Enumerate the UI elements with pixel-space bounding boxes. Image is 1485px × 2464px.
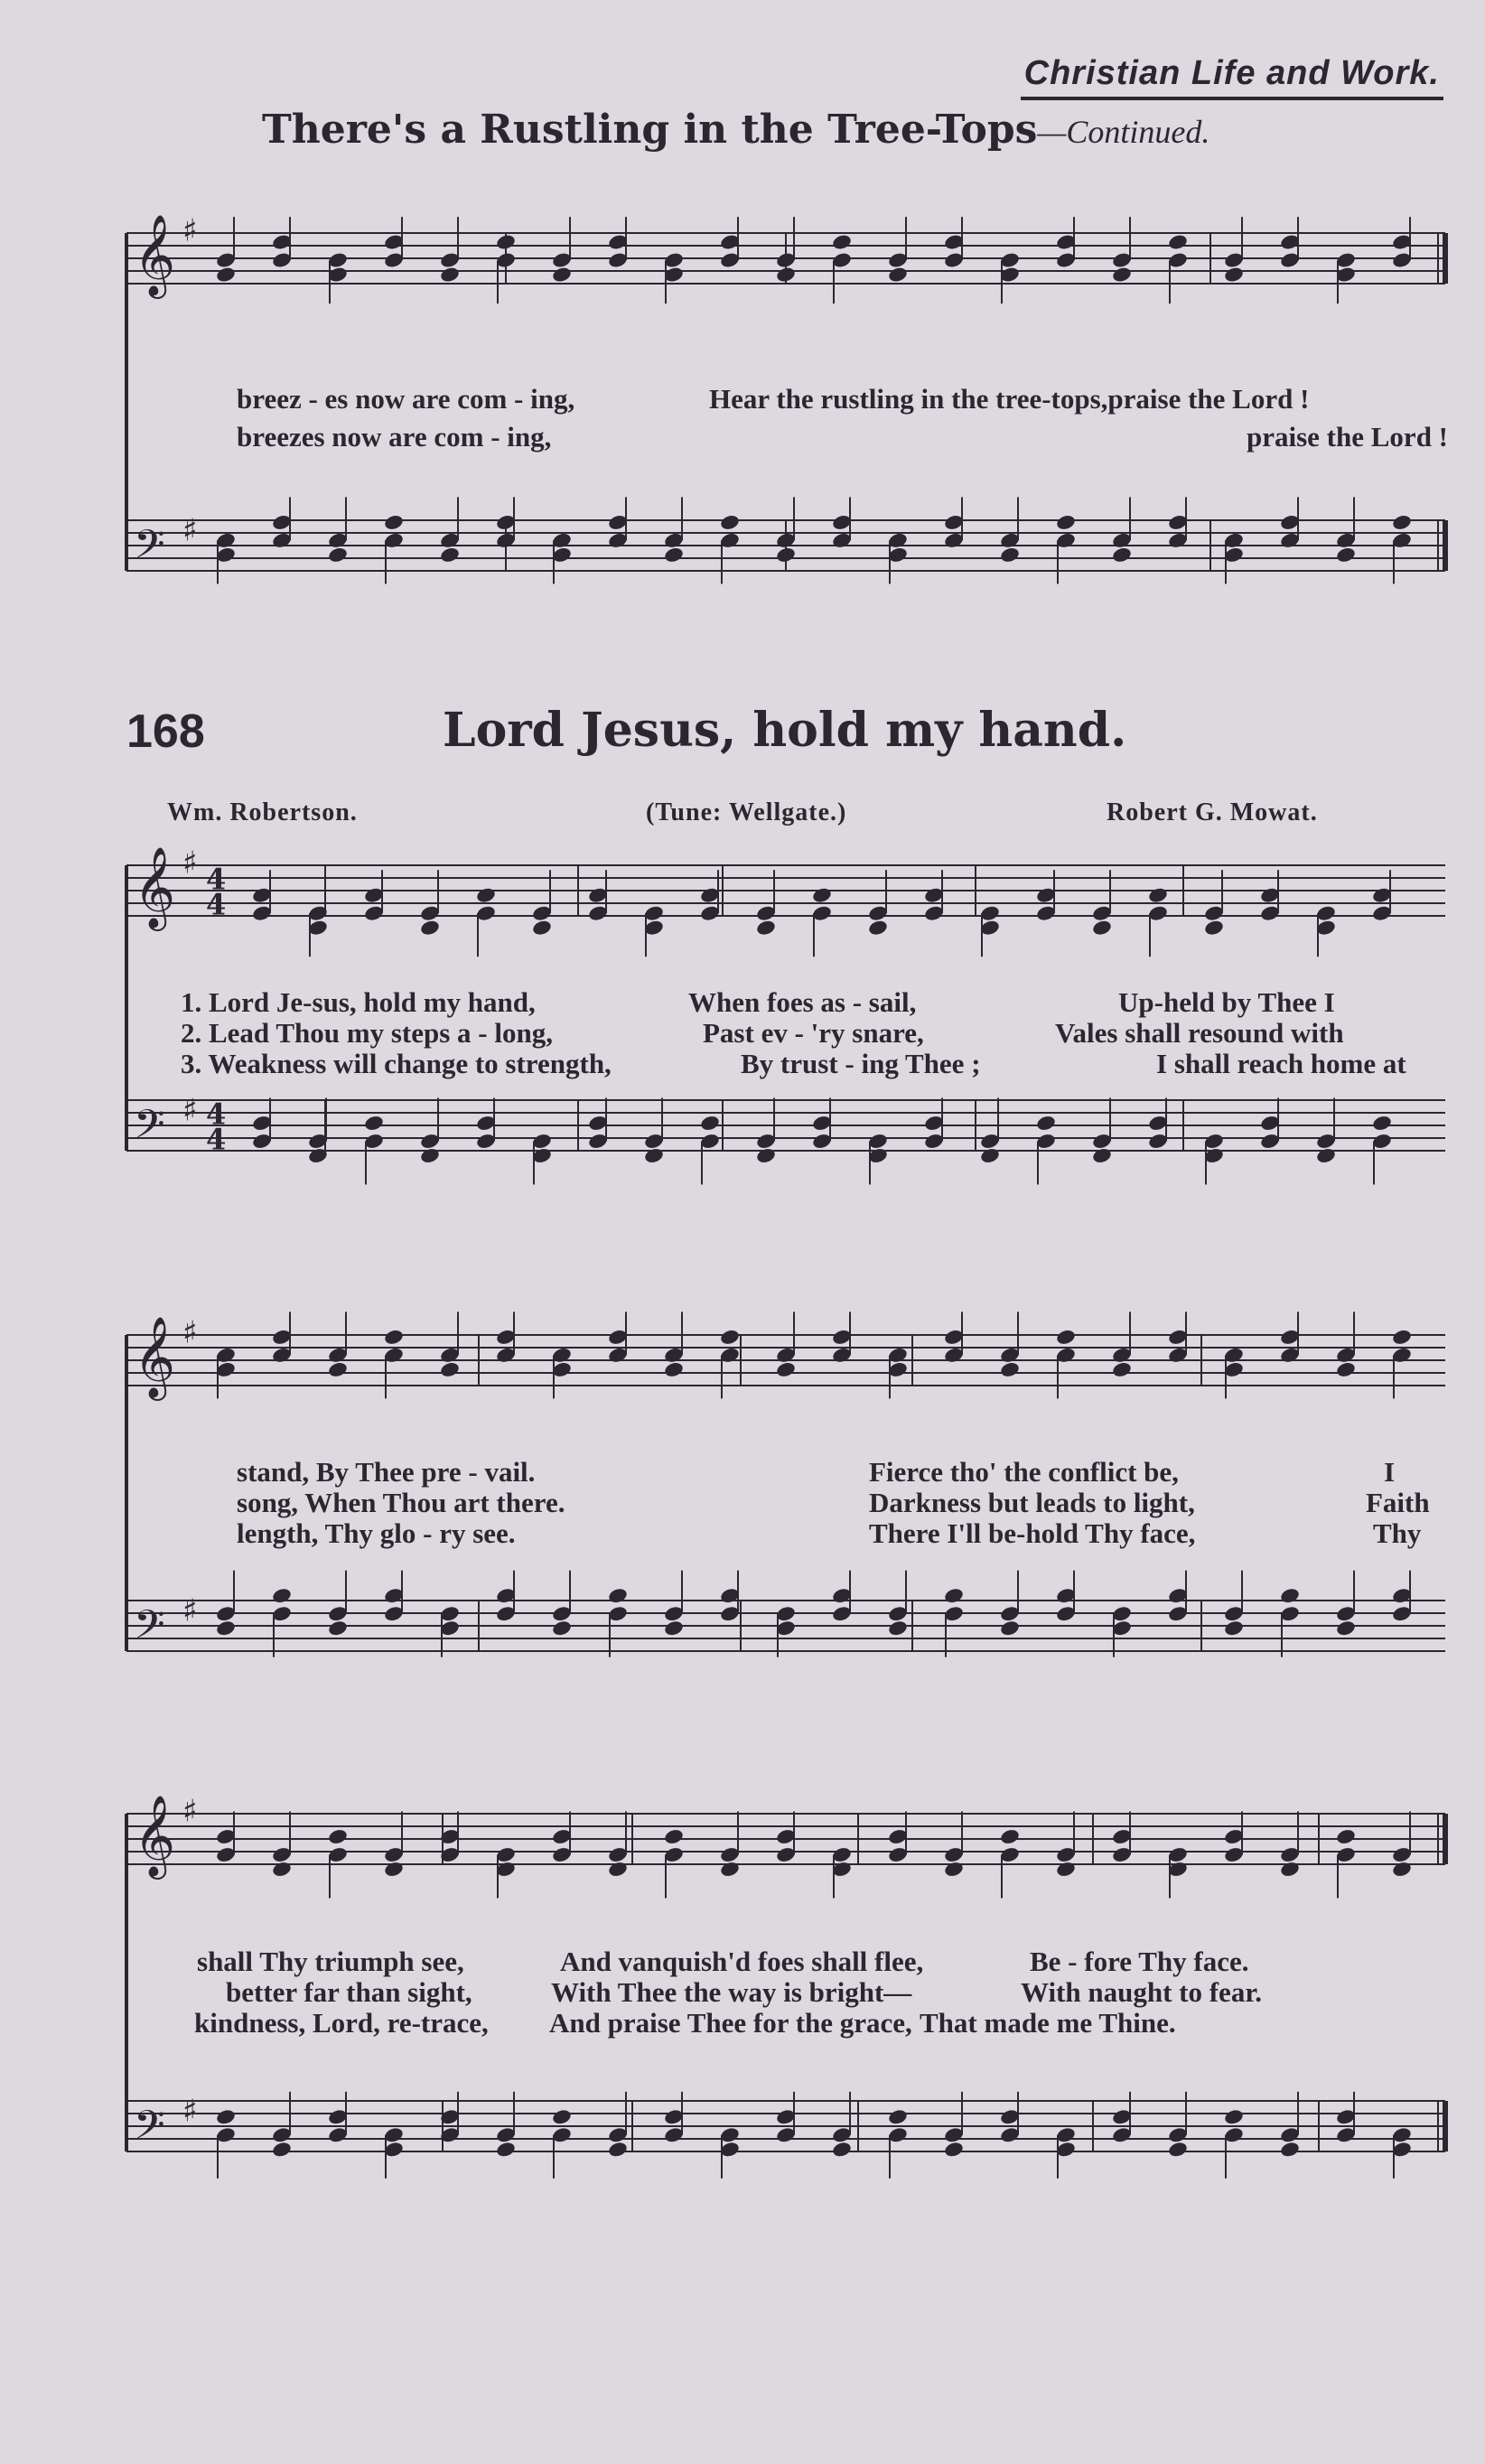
note-head	[755, 919, 777, 937]
note-head	[887, 2108, 909, 2126]
time-signature-top: 4	[206, 862, 227, 897]
note-head	[327, 1828, 349, 1846]
note-head	[1391, 1328, 1413, 1346]
lyric-phrase: By trust - ing Thee ;	[741, 1048, 981, 1079]
key-signature-sharp: ♯	[182, 212, 198, 249]
note-head	[363, 1115, 385, 1133]
continued-suffix: —Continued.	[1037, 114, 1210, 150]
continued-title-text: There's a Rustling in the Tree-Tops	[262, 107, 1038, 153]
note-head	[1223, 266, 1245, 284]
note-head	[1391, 1861, 1413, 1879]
note-head	[643, 1147, 665, 1165]
bass-clef: 𝄢	[134, 2101, 165, 2159]
note-head	[755, 1147, 777, 1165]
note-head	[1091, 919, 1113, 937]
note-head	[1111, 266, 1133, 284]
note-head	[383, 1861, 405, 1879]
lyric-phrase: And vanquish'd foes shall flee,	[560, 1946, 924, 1977]
lyric-phrase: That made me Thine.	[920, 2007, 1176, 2039]
lyric-phrase: breez - es now are com - ing,	[237, 383, 575, 415]
lyric-phrase: Thy	[1373, 1517, 1422, 1549]
lyric-phrase: shall Thy triumph see,	[197, 1946, 464, 1977]
hymn-number: 168	[126, 705, 205, 758]
note-head	[663, 1828, 685, 1846]
note-head	[419, 1147, 441, 1165]
note-head	[439, 266, 461, 284]
note-head	[1335, 1619, 1357, 1638]
note-head	[607, 2141, 629, 2159]
note-head	[999, 1360, 1021, 1378]
section-heading: Christian Life and Work.	[1021, 54, 1443, 100]
lyric-phrase: length, Thy glo - ry see.	[237, 1517, 516, 1549]
note-head	[719, 1328, 741, 1346]
treble-clef: 𝄞	[134, 846, 176, 929]
key-signature-sharp: ♯	[182, 512, 198, 549]
note-head	[495, 2141, 517, 2159]
note-head	[943, 2141, 965, 2159]
note-head	[719, 1861, 741, 1879]
lyric-phrase: Past ev - 'ry snare,	[703, 1017, 924, 1049]
bass-clef: 𝄢	[134, 520, 165, 578]
lyric-phrase: With naught to fear.	[1021, 1976, 1262, 2008]
note-head	[383, 1328, 405, 1346]
lyric-phrase: praise the Lord !	[1247, 421, 1449, 453]
hymn-tune: (Tune: Wellgate.)	[646, 798, 847, 826]
bass-clef: 𝄢	[134, 1601, 165, 1658]
lyric-phrase: Hear the rustling in the tree-tops,praise the Lord !	[709, 383, 1310, 415]
note-head	[999, 546, 1021, 564]
lyric-phrase: Darkness but leads to light,	[869, 1487, 1195, 1518]
note-head	[699, 1115, 721, 1133]
note-head	[551, 266, 573, 284]
note-head	[551, 1619, 573, 1638]
note-head	[831, 233, 853, 251]
note-head	[1279, 2141, 1301, 2159]
lyric-phrase: breezes now are com - ing,	[237, 421, 552, 453]
note-head	[215, 1619, 237, 1638]
note-head	[531, 919, 553, 937]
treble-clef: 𝄞	[134, 214, 176, 296]
note-head	[1315, 1147, 1337, 1165]
note-head	[999, 1619, 1021, 1638]
note-head	[419, 919, 441, 937]
note-head	[1111, 546, 1133, 564]
note-head	[327, 1619, 349, 1638]
note-head	[663, 1360, 685, 1378]
note-head	[1335, 1828, 1357, 1846]
note-head	[1055, 1328, 1077, 1346]
note-head	[607, 1587, 629, 1605]
note-head	[999, 1828, 1021, 1846]
lyric-phrase: There I'll be-hold Thy face,	[869, 1517, 1196, 1549]
note-head	[215, 2108, 237, 2126]
note-head	[811, 886, 833, 904]
note-head	[719, 513, 741, 531]
note-head	[979, 1147, 1001, 1165]
lyric-phrase: I	[1384, 1456, 1396, 1488]
note-head	[663, 546, 685, 564]
note-head	[1055, 513, 1077, 531]
lyric-phrase: With Thee the way is bright—	[551, 1976, 912, 2008]
lyric-phrase: Faith	[1366, 1487, 1430, 1518]
note-head	[1279, 1587, 1301, 1605]
lyric-phrase: 3. Weakness will change to strength,	[181, 1048, 612, 1079]
lyric-phrase: better far than sight,	[226, 1976, 472, 2008]
time-signature-top: 4	[206, 1097, 227, 1132]
note-head	[1091, 1147, 1113, 1165]
note-head	[1279, 1861, 1301, 1879]
note-head	[1203, 919, 1225, 937]
note-head	[887, 266, 909, 284]
note-head	[663, 1619, 685, 1638]
lyric-phrase: And praise Thee for the grace,	[549, 2007, 912, 2039]
note-head	[271, 1861, 293, 1879]
lyric-phrase: When foes as - sail,	[688, 986, 917, 1018]
lyric-phrase: 1. Lord Je-sus, hold my hand,	[181, 986, 536, 1018]
lyric-phrase: Fierce tho' the conflict be,	[869, 1456, 1179, 1488]
note-head	[1167, 233, 1189, 251]
lyric-phrase: kindness, Lord, re-trace,	[194, 2007, 489, 2039]
note-head	[943, 1861, 965, 1879]
note-head	[1167, 2141, 1189, 2159]
lyric-phrase: 2. Lead Thou my steps a - long,	[181, 1017, 553, 1049]
bass-clef: 𝄢	[134, 1100, 165, 1158]
time-signature-bottom: 4	[206, 1122, 227, 1157]
note-head	[1335, 1360, 1357, 1378]
note-head	[775, 1360, 797, 1378]
note-head	[383, 513, 405, 531]
note-head	[1223, 1619, 1245, 1638]
note-head	[831, 2141, 853, 2159]
lyric-phrase: song, When Thou art there.	[237, 1487, 565, 1518]
note-head	[1035, 1115, 1057, 1133]
note-head	[327, 546, 349, 564]
key-signature-sharp: ♯	[182, 2093, 198, 2130]
hymn-composer: Robert G. Mowat.	[1107, 798, 1318, 826]
time-signature-bottom: 4	[206, 887, 227, 922]
hymn-title: Lord Jesus, hold my hand.	[443, 703, 1127, 758]
note-head	[439, 546, 461, 564]
key-signature-sharp: ♯	[182, 1314, 198, 1351]
note-head	[271, 2141, 293, 2159]
note-head	[1147, 886, 1169, 904]
treble-clef: 𝄞	[134, 1316, 176, 1398]
note-head	[867, 919, 889, 937]
note-head	[607, 1861, 629, 1879]
note-head	[1391, 513, 1413, 531]
note-head	[1335, 546, 1357, 564]
note-head	[1371, 1115, 1393, 1133]
note-head	[495, 233, 517, 251]
lyric-phrase: Up-held by Thee I	[1118, 986, 1335, 1018]
key-signature-sharp: ♯	[182, 1592, 198, 1629]
note-head	[551, 2108, 573, 2126]
note-head	[887, 1619, 909, 1638]
note-head	[271, 1587, 293, 1605]
lyric-phrase: I shall reach home at	[1156, 1048, 1406, 1079]
key-signature-sharp: ♯	[182, 1793, 198, 1830]
lyric-phrase: stand, By Thee pre - vail.	[237, 1456, 536, 1488]
note-head	[1223, 2108, 1245, 2126]
note-head	[215, 266, 237, 284]
note-head	[327, 1360, 349, 1378]
treble-clef: 𝄞	[134, 1795, 176, 1877]
note-head	[1111, 1360, 1133, 1378]
note-head	[1055, 1861, 1077, 1879]
note-head	[775, 266, 797, 284]
note-head	[439, 1360, 461, 1378]
note-head	[943, 1587, 965, 1605]
lyric-phrase: Be - fore Thy face.	[1030, 1946, 1249, 1977]
note-head	[475, 886, 497, 904]
key-signature-sharp: ♯	[182, 1092, 198, 1129]
note-head	[775, 546, 797, 564]
key-signature-sharp: ♯	[182, 845, 198, 882]
lyric-phrase: Vales shall resound with	[1055, 1017, 1344, 1049]
hymn-author: Wm. Robertson.	[167, 798, 358, 826]
